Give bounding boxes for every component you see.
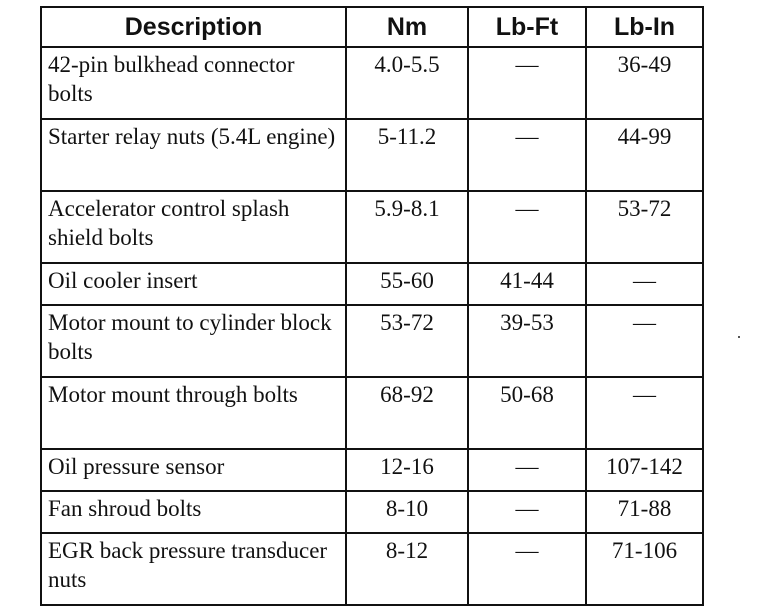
cell-lb-in: 107-142 — [586, 449, 703, 491]
cell-nm: 68-92 — [346, 377, 468, 449]
table-row — [41, 491, 703, 533]
header-lb-ft: Lb-Ft — [468, 7, 586, 47]
cell-description: Accelerator control splash shield bolts — [41, 191, 346, 263]
cell-nm: 5-11.2 — [346, 119, 468, 191]
cell-lb-in: — — [586, 305, 703, 377]
table-row — [41, 263, 703, 305]
header-row — [41, 7, 703, 47]
cell-lb-in: 53-72 — [586, 191, 703, 263]
cell-nm: 8-12 — [346, 533, 468, 605]
cell-description: EGR back pressure transducer nuts — [41, 533, 346, 605]
cell-lb-ft: — — [468, 191, 586, 263]
header-lb-in: Lb-In — [586, 7, 703, 47]
table-row — [41, 191, 703, 263]
cell-description: Motor mount through bolts — [41, 377, 346, 449]
scan-speck — [738, 336, 740, 338]
cell-description: Fan shroud bolts — [41, 491, 346, 533]
cell-nm: 8-10 — [346, 491, 468, 533]
cell-lb-ft: 41-44 — [468, 263, 586, 305]
cell-lb-ft: — — [468, 533, 586, 605]
cell-lb-in: — — [586, 377, 703, 449]
cell-lb-ft: — — [468, 47, 586, 119]
cell-lb-ft: — — [468, 449, 586, 491]
cell-lb-ft: — — [468, 119, 586, 191]
cell-nm: 4.0-5.5 — [346, 47, 468, 119]
table-row — [41, 119, 703, 191]
cell-nm: 55-60 — [346, 263, 468, 305]
cell-lb-in: 71-106 — [586, 533, 703, 605]
table-row — [41, 47, 703, 119]
table-row — [41, 377, 703, 449]
cell-lb-ft: 39-53 — [468, 305, 586, 377]
table-row — [41, 305, 703, 377]
cell-lb-in: 71-88 — [586, 491, 703, 533]
cell-description: Oil cooler insert — [41, 263, 346, 305]
cell-lb-ft: — — [468, 491, 586, 533]
cell-description: Motor mount to cylinder block bolts — [41, 305, 346, 377]
torque-spec-table — [40, 6, 704, 606]
cell-lb-ft: 50-68 — [468, 377, 586, 449]
table-body — [41, 47, 703, 605]
cell-lb-in: 44-99 — [586, 119, 703, 191]
cell-lb-in: — — [586, 263, 703, 305]
table-row — [41, 449, 703, 491]
cell-lb-in: 36-49 — [586, 47, 703, 119]
cell-description: Oil pressure sensor — [41, 449, 346, 491]
cell-description: Starter relay nuts (5.4L engine) — [41, 119, 346, 191]
header-description: Description — [41, 7, 346, 47]
cell-nm: 53-72 — [346, 305, 468, 377]
table-row — [41, 533, 703, 605]
table-header — [41, 7, 703, 47]
cell-nm: 12-16 — [346, 449, 468, 491]
header-nm: Nm — [346, 7, 468, 47]
cell-nm: 5.9-8.1 — [346, 191, 468, 263]
cell-description: 42-pin bulkhead connector bolts — [41, 47, 346, 119]
